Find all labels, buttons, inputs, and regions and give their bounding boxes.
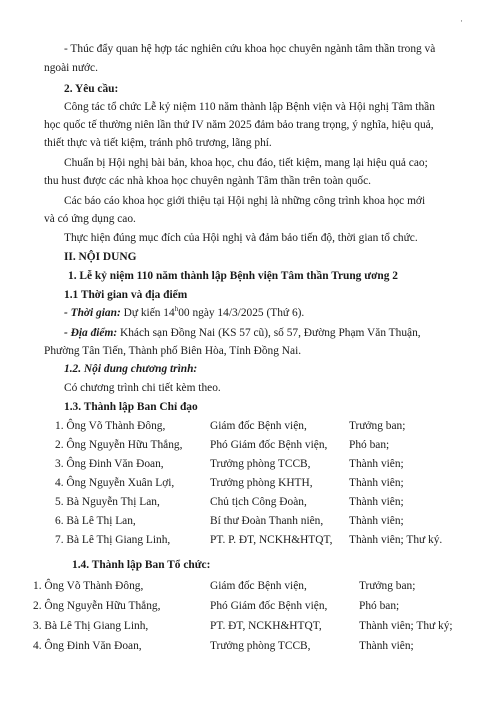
anniversary-heading: 1. Lễ kỷ niệm 110 năm thành lập Bệnh viện Tâm thần Trung ương 2 bbox=[68, 270, 398, 282]
time-value-pre: Dự kiến 14 bbox=[120, 307, 175, 319]
time-place-heading: 1.1 Thời gian và địa điểm bbox=[64, 289, 188, 301]
member-name: 2. Ông Nguyễn Hữu Thắng, bbox=[55, 439, 183, 451]
requirements-para1-line1: Công tác tổ chức Lễ kỷ niệm 110 năm thành lập Bệnh viện và Hội nghị Tâm thần bbox=[64, 101, 435, 113]
member-role: Thành viên; bbox=[349, 458, 404, 470]
requirements-para3-line2: và có ứng dụng cao. bbox=[44, 213, 136, 225]
member-name: 1. Ông Võ Thành Đông, bbox=[55, 420, 166, 432]
place-label: - Địa điểm: bbox=[64, 327, 118, 339]
requirements-para1-line2: học quốc tế thường niên lần thứ IV năm 2025 đảm bảo trang trọng, ý nghĩa, hiệu quả, bbox=[44, 119, 434, 131]
place-line bbox=[64, 326, 421, 340]
requirements-para2-line1: Chuẩn bị Hội nghị bài bản, khoa học, chu đáo, tiết kiệm, mang lại hiệu quả cao; bbox=[64, 157, 428, 169]
requirements-para2-line2: thu hust được các nhà khoa học chuyên ngành Tâm thần trên toàn quốc. bbox=[44, 175, 372, 187]
member-name: 2. Ông Nguyễn Hữu Thắng, bbox=[33, 600, 161, 612]
time-line bbox=[64, 306, 304, 320]
place-line-cont: Phường Tân Tiến, Thành phố Biên Hòa, Tỉnh Đồng Nai. bbox=[44, 345, 302, 357]
member-position: PT. P. ĐT, NCKH&HTQT, bbox=[210, 534, 333, 546]
organizing-member-row bbox=[0, 638, 500, 654]
member-position: Giám đốc Bệnh viện, bbox=[210, 420, 307, 432]
member-role: Trưởng ban; bbox=[359, 580, 416, 592]
member-role: Thành viên; Thư ký; bbox=[359, 620, 453, 632]
member-name: 7. Bà Lê Thị Giang Linh, bbox=[55, 534, 171, 546]
place-value: Khách sạn Đồng Nai (KS 57 cũ), số 57, Đường Phạm Văn Thuận, bbox=[117, 327, 421, 339]
member-role: Trưởng ban; bbox=[349, 420, 406, 432]
member-role: Thành viên; bbox=[349, 477, 404, 489]
requirements-heading: 2. Yêu cầu: bbox=[64, 83, 119, 95]
organizing-member-row bbox=[0, 618, 500, 634]
member-position: Trưởng phòng KHTH, bbox=[210, 477, 313, 489]
member-name: 5. Bà Nguyễn Thị Lan, bbox=[55, 496, 160, 508]
content-heading: II. NỘI DUNG bbox=[64, 251, 137, 263]
member-name: 4. Ông Nguyễn Xuân Lợi, bbox=[55, 477, 175, 489]
member-role: Phó ban; bbox=[349, 439, 390, 451]
steering-heading: 1.3. Thành lập Ban Chỉ đạo bbox=[64, 401, 198, 413]
requirements-para1-line3: thiết thực và tiết kiệm, tránh phô trương, lãng phí. bbox=[44, 137, 272, 149]
member-position: Giám đốc Bệnh viện, bbox=[210, 580, 307, 592]
corner-mark: · bbox=[460, 16, 463, 26]
member-name: 3. Ông Đinh Văn Đoan, bbox=[55, 458, 164, 470]
member-position: Trưởng phòng TCCB, bbox=[210, 640, 311, 652]
member-name: 4. Ông Đinh Văn Đoan, bbox=[33, 640, 142, 652]
steering-member-row bbox=[0, 475, 500, 491]
requirements-para3-line1: Các báo cáo khoa học giới thiệu tại Hội nghị là những công trình khoa học mới bbox=[64, 195, 426, 207]
steering-member-row bbox=[0, 437, 500, 453]
steering-member-row bbox=[0, 513, 500, 529]
member-name: 6. Bà Lê Thị Lan, bbox=[55, 515, 136, 527]
time-label: - Thời gian: bbox=[64, 307, 121, 319]
objective-line: - Thúc đẩy quan hệ hợp tác nghiên cứu khoa học chuyên ngành tâm thần trong và bbox=[64, 43, 436, 55]
objective-line-cont: ngoài nước. bbox=[44, 62, 98, 74]
member-role: Phó ban; bbox=[359, 600, 400, 612]
member-position: PT. ĐT, NCKH&HTQT, bbox=[210, 620, 322, 632]
steering-member-row bbox=[0, 494, 500, 510]
steering-member-row bbox=[0, 532, 500, 548]
requirements-para4: Thực hiện đúng mục đích của Hội nghị và đảm bảo tiến độ, thời gian tổ chức. bbox=[64, 232, 418, 244]
member-name: 1. Ông Võ Thành Đông, bbox=[33, 580, 144, 592]
member-position: Chủ tịch Công Đoàn, bbox=[210, 496, 307, 508]
member-role: Thành viên; Thư ký. bbox=[349, 534, 443, 546]
program-text: Có chương trình chi tiết kèm theo. bbox=[64, 382, 221, 394]
steering-member-row bbox=[0, 418, 500, 434]
member-role: Thành viên; bbox=[359, 640, 414, 652]
program-heading: 1.2. Nội dung chương trình: bbox=[64, 363, 198, 375]
member-position: Trưởng phòng TCCB, bbox=[210, 458, 311, 470]
member-position: Phó Giám đốc Bệnh viện, bbox=[210, 439, 328, 451]
member-role: Thành viên; bbox=[349, 515, 404, 527]
time-value-post: 00 ngày 14/3/2025 (Thứ 6). bbox=[178, 307, 305, 319]
member-name: 3. Bà Lê Thị Giang Linh, bbox=[33, 620, 149, 632]
member-position: Phó Giám đốc Bệnh viện, bbox=[210, 600, 328, 612]
organizing-member-row bbox=[0, 598, 500, 614]
steering-member-row bbox=[0, 456, 500, 472]
member-role: Thành viên; bbox=[349, 496, 404, 508]
member-position: Bí thư Đoàn Thanh niên, bbox=[210, 515, 324, 527]
time-value-sup: h bbox=[174, 305, 179, 314]
organizing-heading: 1.4. Thành lập Ban Tổ chức: bbox=[72, 559, 211, 571]
organizing-member-row bbox=[0, 578, 500, 594]
